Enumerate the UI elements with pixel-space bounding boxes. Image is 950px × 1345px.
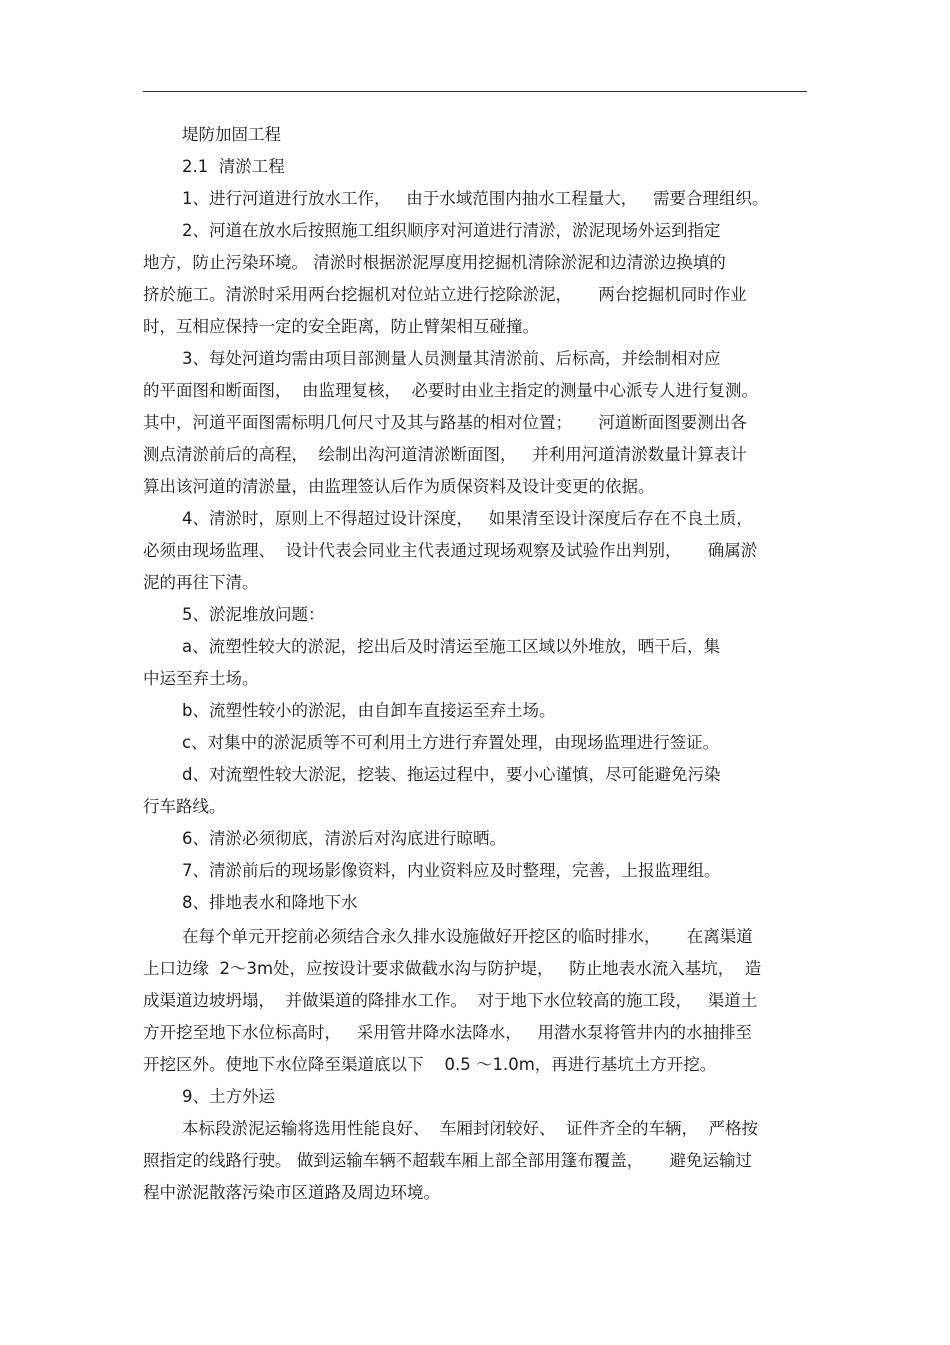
text-line: 测点清淤前后的高程， 绘制出沟河道清淤断面图， 并利用河道清淤数量计算表计 — [143, 445, 747, 464]
text-line: 泥的再往下清。 — [143, 573, 259, 592]
text-line: 上口边缘 2～3m处，应按设计要求做截水沟与防护堤， 防止地表水流入基坑， 造 — [143, 959, 762, 978]
section-heading: 堤防加固工程 — [182, 125, 281, 144]
text-line: 2、河道在放水后按照施工组织顺序对河道进行清淤，淤泥现场外运到指定 — [182, 221, 721, 240]
text-line: 9、土方外运 — [182, 1087, 275, 1106]
text-line: b、流塑性较小的淤泥，由自卸车直接运至弃土场。 — [182, 701, 556, 720]
text-line: 3、每处河道均需由项目部测量人员测量其清淤前、后标高，并绘制相对应 — [182, 349, 721, 368]
text-line: 方开挖至地下水位标高时， 采用管井降水法降水， 用潜水泵将管井内的水抽排至 — [143, 1023, 752, 1042]
text-line: 程中淤泥散落污染市区道路及周边环境。 — [143, 1183, 440, 1202]
text-line: 6、清淤必须彻底，清淤后对沟底进行晾晒。 — [182, 829, 506, 848]
text-line: 必须由现场监理、 设计代表会同业主代表通过现场观察及试验作出判别， 确属淤 — [143, 541, 758, 560]
text-line: 7、清淤前后的现场影像资料，内业资料应及时整理，完善，上报监理组。 — [182, 861, 721, 880]
text-line: 行车路线。 — [143, 797, 226, 816]
text-line: 5、淤泥堆放问题： — [182, 605, 325, 624]
text-line: c、对集中的淤泥质等不可利用土方进行弃置处理，由现场监理进行签证。 — [182, 733, 720, 752]
text-line: 8、排地表水和降地下水 — [182, 893, 358, 912]
text-line: a、流塑性较大的淤泥，挖出后及时清运至施工区域以外堆放，晒干后，集 — [182, 637, 721, 656]
text-line: 挤於施工。清淤时采用两台挖掘机对位站立进行挖除淤泥， 两台挖掘机同时作业 — [143, 285, 747, 304]
text-line: 开挖区外。使地下水位降至渠道底以下 0.5 ～1.0m，再进行基坑土方开挖。 — [143, 1055, 717, 1074]
text-line: 在每个单元开挖前必须结合永久排水设施做好开挖区的临时排水， 在离渠道 — [182, 927, 753, 946]
text-line: 成渠道边坡坍塌， 并做渠道的降排水工作。 对于地下水位较高的施工段， 渠道土 — [143, 991, 758, 1010]
text-line: 中运至弃土场。 — [143, 669, 259, 688]
subsection-heading: 2.1 清淤工程 — [182, 157, 285, 176]
text-line: 算出该河道的清淤量，由监理签认后作为质保资料及设计变更的依据。 — [143, 477, 655, 496]
text-line: d、对流塑性较大淤泥，挖装、拖运过程中，要小心谨慎，尽可能避免污染 — [182, 765, 721, 784]
text-line: 其中，河道平面图需标明几何尺寸及其与路基的相对位置； 河道断面图要测出各 — [143, 413, 747, 432]
text-line: 1、进行河道进行放水工作， 由于水域范围内抽水工程量大， 需要合理组织。 — [182, 189, 769, 208]
text-line: 的平面图和断面图， 由监理复核， 必要时由业主指定的测量中心派专人进行复测。 — [143, 381, 758, 400]
text-line: 照指定的线路行驶。 做到运输车辆不超载车厢上部全部用篷布覆盖， 避免运输过 — [143, 1151, 752, 1170]
header-rule — [143, 91, 807, 92]
text-line: 4、清淤时，原则上不得超过设计深度， 如果清至设计深度后存在不良土质， — [182, 509, 753, 528]
text-line: 时，互相应保持一定的安全距离，防止臂架相互碰撞。 — [143, 317, 539, 336]
text-line: 本标段淤泥运输将选用性能良好、 车厢封闭较好、 证件齐全的车辆， 严格按 — [182, 1119, 758, 1138]
text-line: 地方，防止污染环境。 清淤时根据淤泥厚度用挖掘机清除淤泥和边清淤边换填的 — [143, 253, 726, 272]
